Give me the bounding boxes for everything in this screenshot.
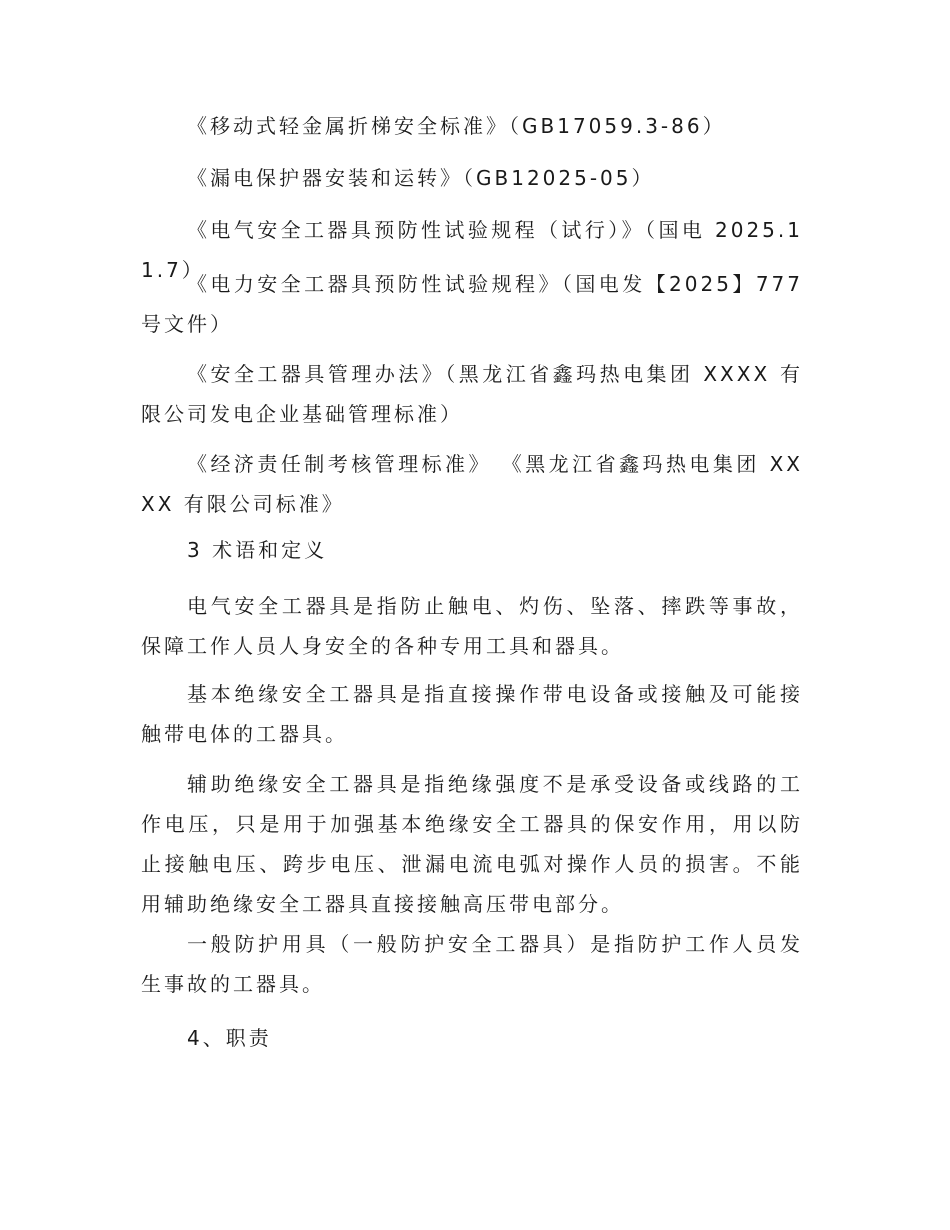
reference-leakage-protector: 《漏电保护器安装和运转》（GB12025-05） bbox=[187, 166, 655, 190]
reference-responsibility-standard: 《经济责任制考核管理标准》 《黑龙江省鑫玛热电集团 XXXX 有限公司标准》 bbox=[141, 452, 803, 516]
definition-electrical-tools: 电气安全工器具是指防止触电、灼伤、坠落、摔跌等事故，保障工作人员人身安全的各种专用工具和器具。 bbox=[141, 594, 803, 658]
section-heading-duties: 4、职责 bbox=[187, 1026, 272, 1050]
definition-auxiliary-insulation: 辅助绝缘安全工器具是指绝缘强度不是承受设备或线路的工作电压，只是用于加强基本绝缘安全工器具的保安作用，用以防止接触电压、跨步电压、泄漏电流电弧对操作人员的损害。不能用辅助绝缘安全工器具直接接触高压带电部分。 bbox=[141, 772, 803, 916]
definition-general-protection: 一般防护用具（一般防护安全工器具）是指防护工作人员发生事故的工器具。 bbox=[141, 932, 803, 996]
reference-electrical-test-rules: 《电气安全工器具预防性试验规程（试行）》（国电 2025.11.7） bbox=[141, 218, 803, 282]
section-heading-terms: 3 术语和定义 bbox=[187, 538, 328, 562]
reference-power-test-rules: 《电力安全工器具预防性试验规程》（国电发【2025】777 号文件） bbox=[141, 272, 803, 336]
reference-ladder-standard: 《移动式轻金属折梯安全标准》（GB17059.3-86） bbox=[187, 114, 726, 138]
definition-basic-insulation: 基本绝缘安全工器具是指直接操作带电设备或接触及可能接触带电体的工器具。 bbox=[141, 682, 803, 746]
reference-management-measures: 《安全工器具管理办法》（黑龙江省鑫玛热电集团 XXXX 有限公司发电企业基础管理标准） bbox=[141, 362, 803, 426]
